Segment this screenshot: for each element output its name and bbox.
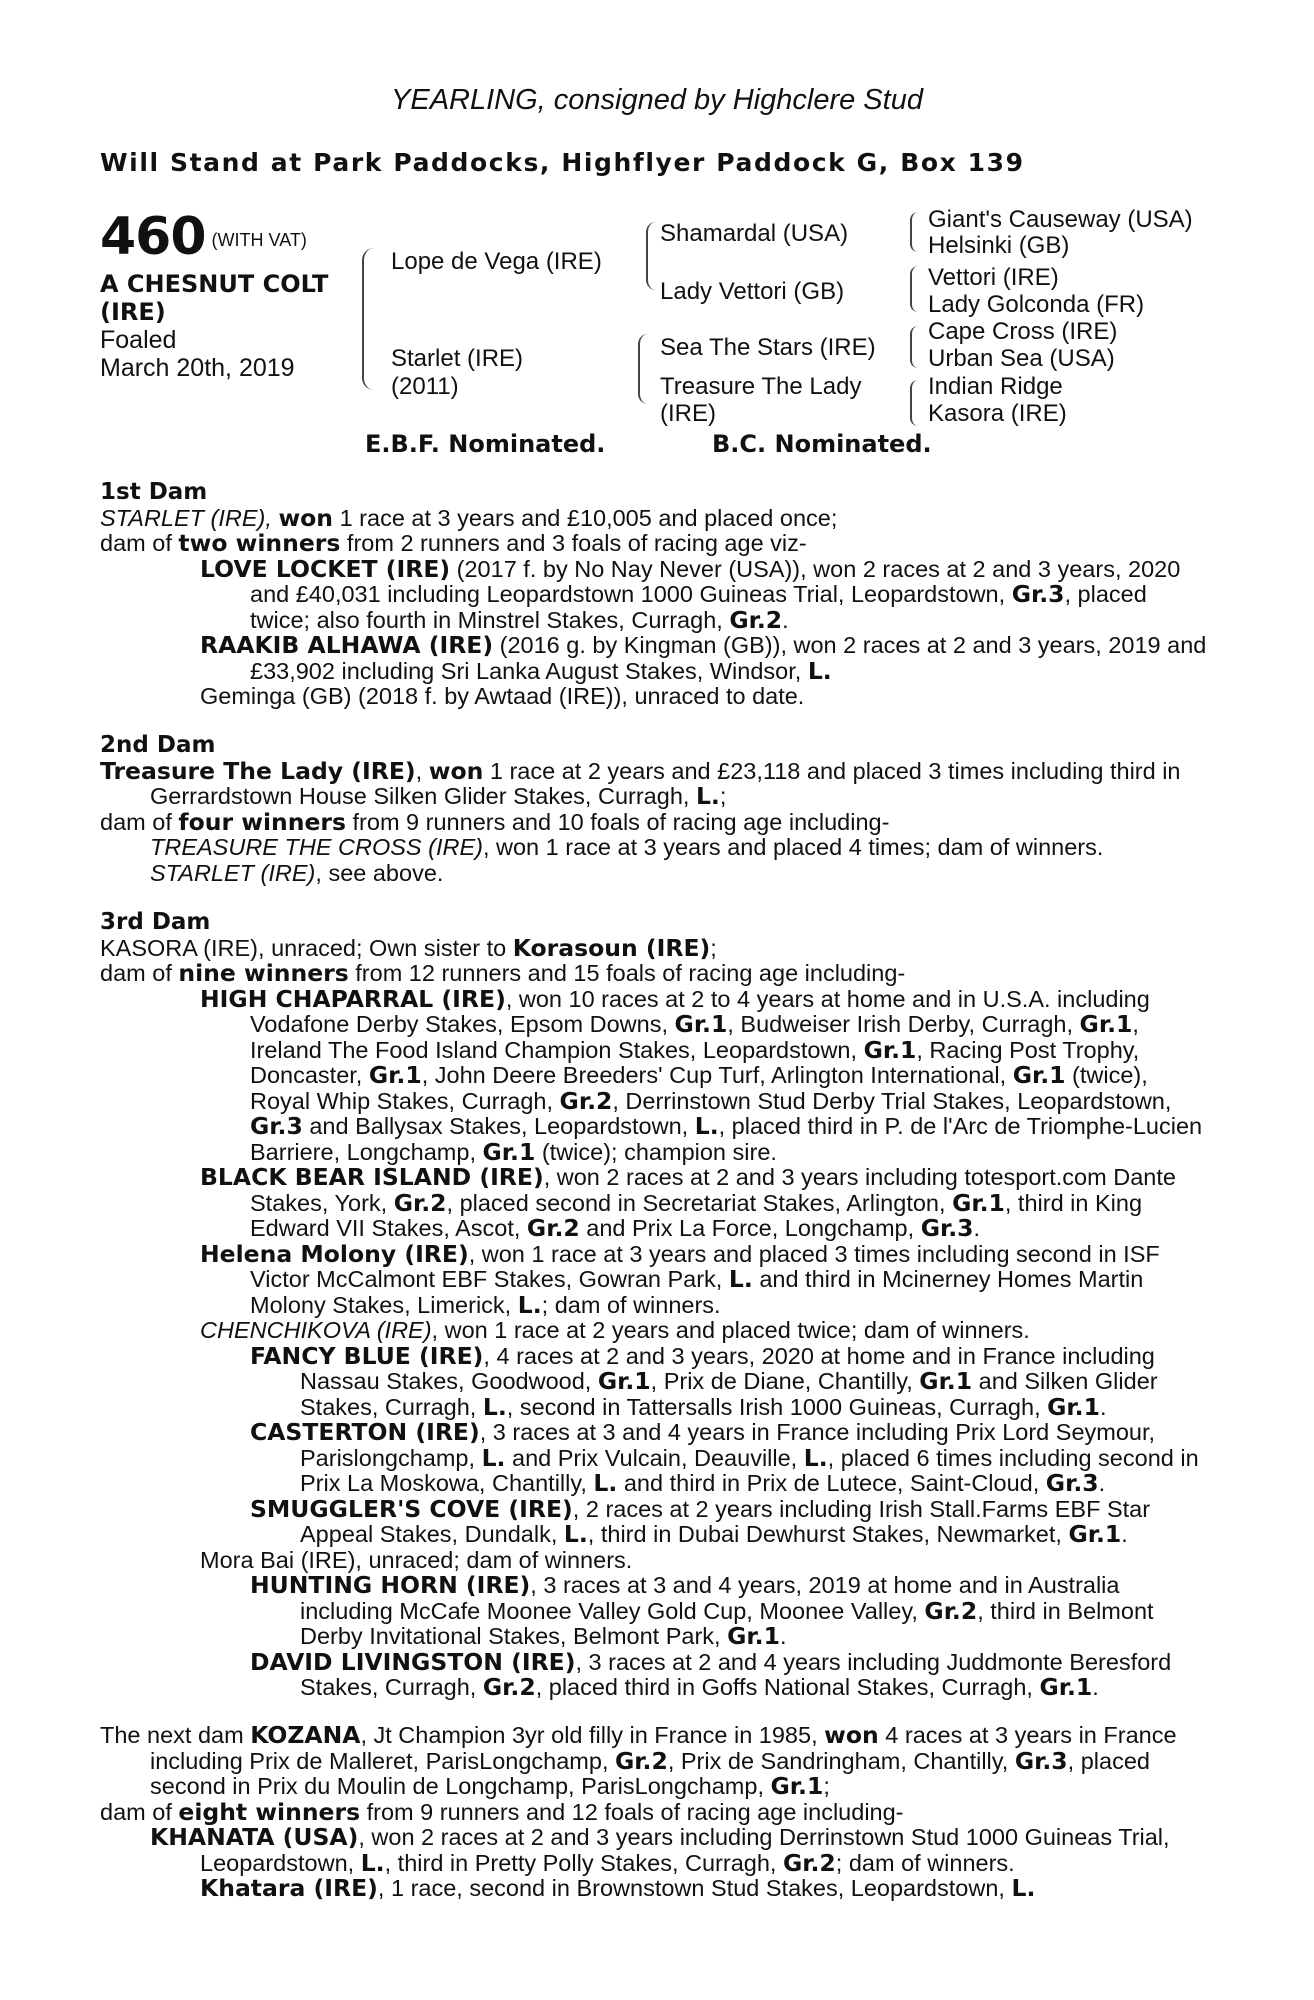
pedigree-dds: Indian Ridge: [928, 373, 1063, 400]
pedigree-dam-sire: Sea The Stars (IRE): [660, 334, 876, 361]
lot-number: 460: [100, 207, 206, 267]
next-dam-produce-summary: dam of eight winners from 9 runners and 12 foals of racing age including-: [100, 1797, 904, 1826]
produce-high-chaparral: HIGH CHAPARRAL (IRE), won 10 races at 2 to 4 years at home and in U.S.A. including Vodafone Derby Stakes, Epsom Downs, Gr.1, Budweiser Irish Derby, Curragh, Gr.1, Ireland The Food Island Champion Stakes, Leopardstown, Gr.1, Racing Post Trophy, Doncaster, Gr.1, John Deere Breeders' Cup Turf, Arlington International, Gr.1 (twice), Royal Whip Stakes, Curragh, Gr.2, Derrinstown Stud Derby Trial Stakes, Leopardstown, Gr.3 and Ballysax Stakes, Leopardstown, L., placed third in P. de l'Arc de Triomphe-Lucien Barriere, Longchamp, Gr.1 (twice); champion sire.: [200, 984, 1203, 1166]
second-dam-line: Treasure The Lady (IRE), won 1 race at 2 years and £23,118 and placed 3 times including third in Gerrardstown House Silken Glider Stakes, Curragh, L.;: [100, 756, 1181, 810]
pedigree-dam-dam: Treasure The Lady: [660, 373, 862, 400]
produce-love-locket: LOVE LOCKET (IRE) (2017 f. by No Nay Never (USA)), won 2 races at 2 and 3 years, 2020 and £40,031 including Leopardstown 1000 Guineas Trial, Leopardstown, Gr.3, placed twice; also fourth in Minstrel Stakes, Curragh, Gr.2.: [200, 554, 1181, 634]
produce-khanata: KHANATA (USA), won 2 races at 2 and 3 years including Derrinstown Stud 1000 Guineas Trial, Leopardstown, L., third in Pretty Polly Stakes, Curragh, Gr.2; dam of winners.: [150, 1823, 1170, 1877]
produce-treasure-the-cross: TREASURE THE CROSS (IRE), won 1 race at 3 years and placed 4 times; dam of winners.: [150, 834, 1104, 860]
produce-helena-molony: Helena Molony (IRE), won 1 race at 3 years and placed 3 times including second in ISF Victor McCalmont EBF Stakes, Gowran Park, L. and third in Mcinerney Homes Martin Molony Stakes, Limerick, L.; dam of winners.: [200, 1239, 1160, 1319]
pedigree-dam: Starlet (IRE): [391, 345, 524, 372]
next-dam-line: The next dam KOZANA, Jt Champion 3yr old filly in France in 1985, won 4 races at 3 years in France including Prix de Malleret, ParisLongchamp, Gr.2, Prix de Sandringham, Chantilly, Gr.3, placed second in Prix du Moulin de Longchamp, ParisLongchamp, Gr.1;: [100, 1721, 1177, 1800]
foaled-date: March 20th, 2019: [100, 354, 295, 382]
next-dam-section: [100, 1723, 1210, 1902]
dam-line-brace: [638, 334, 652, 404]
lot-description: A CHESNUT COLT: [100, 270, 329, 298]
pedigree-sire-sire: Shamardal (USA): [660, 220, 849, 247]
second-dam-section: [100, 733, 1210, 886]
pedigree-sire: Lope de Vega (IRE): [391, 248, 602, 275]
second-dam-produce-summary: dam of four winners from 9 runners and 10 foals of racing age including-: [100, 807, 890, 836]
pedigree-sire-dam: Lady Vettori (GB): [660, 278, 845, 305]
ss-brace: [910, 212, 922, 252]
produce-starlet: STARLET (IRE), see above.: [150, 859, 444, 886]
foaled-label: Foaled: [100, 326, 177, 354]
produce-chenchikova: CHENCHIKOVA (IRE), won 1 race at 2 years and placed twice; dam of winners.: [200, 1317, 1030, 1343]
lot-description-country: (IRE): [100, 298, 166, 326]
bc-nomination: B.C. Nominated.: [712, 430, 932, 458]
first-dam-heading: 1st Dam: [100, 479, 208, 505]
third-dam-line: KASORA (IRE), unraced; Own sister to Korasoun (IRE);: [100, 933, 717, 962]
third-dam-section: [100, 910, 1210, 1701]
second-dam-heading: 2nd Dam: [100, 732, 216, 758]
produce-fancy-blue: FANCY BLUE (IRE), 4 races at 2 and 3 years, 2020 at home and in France including Nassau Stakes, Goodwood, Gr.1, Prix de Diane, Chantilly, Gr.1 and Silken Glider Stakes, Curragh, L., second in Tattersalls Irish 1000 Guineas, Curragh, Gr.1.: [250, 1341, 1158, 1421]
pedigree-sss: Giant's Causeway (USA): [928, 206, 1193, 233]
sd-brace: [910, 266, 922, 312]
sire-line-brace: [646, 222, 660, 290]
pedigree-dss: Cape Cross (IRE): [928, 318, 1118, 345]
produce-khatara: Khatara (IRE), 1 race, second in Brownstown Stud Stakes, Leopardstown, L.: [200, 1874, 1036, 1902]
pedigree-dsd: Urban Sea (USA): [928, 345, 1115, 372]
first-dam-produce-summary: dam of two winners from 2 runners and 3 foals of racing age viz-: [100, 529, 807, 557]
first-dam-line: STARLET (IRE), won 1 race at 3 years and £10,005 and placed once;: [100, 503, 838, 532]
produce-hunting-horn: HUNTING HORN (IRE), 3 races at 3 and 4 years, 2019 at home and in Australia including McCafe Moonee Valley Gold Cup, Moonee Valley, Gr.2, third in Belmont Derby Invitational Stakes, Belmont Park, Gr.1.: [250, 1571, 1154, 1650]
vat-note: (WITH VAT): [211, 230, 307, 250]
lot-header: [100, 207, 329, 382]
consignor-line: YEARLING, consigned by Highclere Stud: [391, 84, 923, 116]
produce-david-livingston: DAVID LIVINGSTON (IRE), 3 races at 2 and 4 years including Juddmonte Beresford Stakes, Curragh, Gr.2, placed third in Goffs National Stakes, Curragh, Gr.1.: [250, 1647, 1172, 1701]
produce-black-bear-island: BLACK BEAR ISLAND (IRE), won 2 races at 2 and 3 years including totesport.com Dante Stakes, York, Gr.2, placed second in Secretariat Stakes, Arlington, Gr.1, third in King Edward VII Stakes, Ascot, Gr.2 and Prix La Force, Longchamp, Gr.3.: [200, 1163, 1176, 1242]
ebf-nomination: E.B.F. Nominated.: [365, 430, 606, 458]
pedigree-ssd: Helsinki (GB): [928, 232, 1070, 259]
produce-casterton: CASTERTON (IRE), 3 races at 3 and 4 years in France including Prix Lord Seymour, Parislongchamp, L. and Prix Vulcain, Deauville, L., placed 6 times including second in Prix La Moskowa, Chantilly, L. and third in Prix de Lutece, Saint-Cloud, Gr.3.: [250, 1418, 1199, 1497]
pedigree-dam-year: (2011): [391, 373, 459, 400]
pedigree-ddd: Kasora (IRE): [928, 400, 1067, 427]
produce-geminga: Geminga (GB) (2018 f. by Awtaad (IRE)), unraced to date.: [200, 683, 805, 709]
pedigree-sds: Vettori (IRE): [928, 264, 1059, 291]
third-dam-produce-summary: dam of nine winners from 12 runners and 15 foals of racing age including-: [100, 959, 906, 987]
first-dam-section: [100, 480, 1210, 710]
produce-raakib-alhawa: RAAKIB ALHAWA (IRE) (2016 g. by Kingman (GB)), won 2 races at 2 and 3 years, 2019 and £33,902 including Sri Lanka August Stakes, Windsor, L.: [200, 631, 1207, 685]
stand-location: Will Stand at Park Paddocks, Highflyer Paddock G, Box 139: [100, 148, 1025, 177]
third-dam-heading: 3rd Dam: [100, 909, 211, 935]
pedigree-dam-dam-country: (IRE): [660, 400, 716, 427]
produce-mora-bai: Mora Bai (IRE), unraced; dam of winners.: [200, 1546, 633, 1573]
sire-dam-brace: [362, 248, 378, 390]
dd-brace: [910, 380, 922, 426]
pedigree-sdd: Lady Golconda (FR): [928, 291, 1145, 318]
ds-brace: [910, 326, 922, 368]
produce-smugglers-cove: SMUGGLER'S COVE (IRE), 2 races at 2 years including Irish Stall.Farms EBF Star Appeal Stakes, Dundalk, L., third in Dubai Dewhurst Stakes, Newmarket, Gr.1.: [250, 1494, 1151, 1548]
